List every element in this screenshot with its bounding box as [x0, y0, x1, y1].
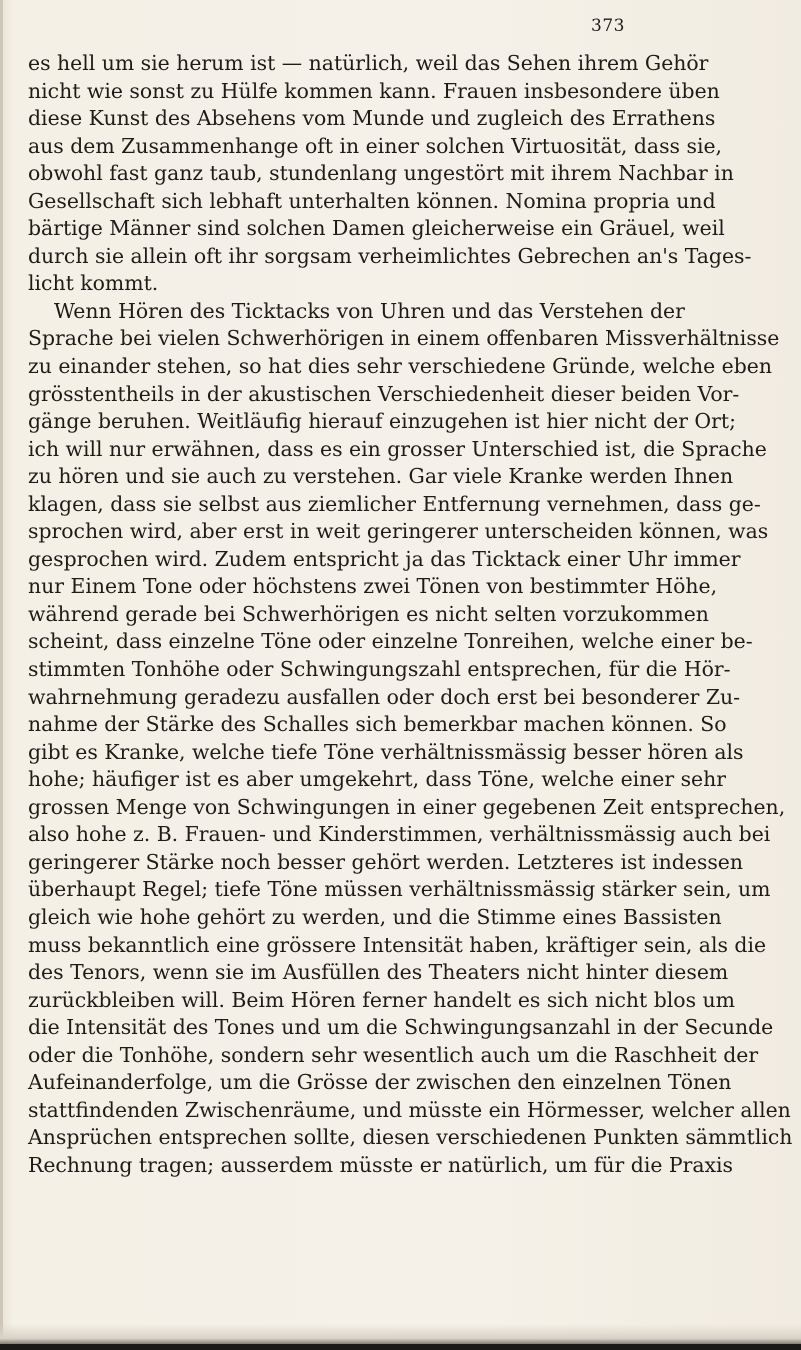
- text-line: grossen Menge von Schwingungen in einer gegebenen Zeit entsprechen,: [28, 794, 786, 819]
- text-line: stimmten Tonhöhe oder Schwingungszahl entsprechen, für die Hör-: [28, 657, 731, 682]
- text-line: gleich wie hohe gehört zu werden, und die Stimme eines Bassisten: [28, 904, 722, 929]
- page-spine-edge: [0, 0, 3, 1350]
- text-line: sprochen wird, aber erst in weit geringerer unterscheiden können, was: [28, 519, 769, 544]
- text-line: durch sie allein oft ihr sorgsam verheimlichtes Gebrechen an's Tages-: [28, 243, 752, 268]
- text-line: diese Kunst des Absehens vom Munde und zugleich des Errathens: [28, 106, 716, 131]
- body-text: [28, 50, 793, 1179]
- text-line: es hell um sie herum ist — natürlich, weil das Sehen ihrem Gehör: [28, 51, 709, 75]
- text-line: nur Einem Tone oder höchstens zwei Tönen von bestimmter Höhe,: [28, 574, 718, 599]
- text-line: Sprache bei vielen Schwerhörigen in einem offenbaren Missverhältnisse: [28, 326, 780, 351]
- text-line: ich will nur erwähnen, dass es ein grosser Unterschied ist, die Sprache: [28, 436, 767, 461]
- page-number: 373: [591, 16, 625, 36]
- text-line: zu hören und sie auch zu verstehen. Gar viele Kranke werden Ihnen: [28, 464, 734, 489]
- text-line: Wenn Hören des Ticktacks von Uhren und das Verstehen der: [54, 298, 685, 323]
- text-line: des Tenors, wenn sie im Ausfüllen des Theaters nicht hinter diesem: [28, 960, 729, 985]
- text-line: also hohe z. B. Frauen- und Kinderstimmen, verhältnissmässig auch bei: [28, 822, 771, 847]
- text-line: gesprochen wird. Zudem entspricht ja das Ticktack einer Uhr immer: [28, 546, 741, 571]
- text-line: obwohl fast ganz taub, stundenlang ungestört mit ihrem Nachbar in: [28, 161, 734, 186]
- text-line: während gerade bei Schwerhörigen es nicht selten vorzukommen: [28, 601, 709, 626]
- text-line: bärtige Männer sind solchen Damen gleicherweise ein Gräuel, weil: [28, 216, 725, 241]
- text-line: wahrnehmung geradezu ausfallen oder doch erst bei besonderer Zu-: [28, 684, 741, 709]
- text-line: zu einander stehen, so hat dies sehr verschiedene Gründe, welche eben: [28, 354, 772, 379]
- text-line: nahme der Stärke des Schalles sich bemerkbar machen können. So: [28, 712, 727, 737]
- scan-bottom-edge: [0, 1344, 801, 1350]
- text-line: überhaupt Regel; tiefe Töne müssen verhältnissmässig stärker sein, um: [28, 877, 771, 902]
- text-line: zurückbleiben will. Beim Hören ferner handelt es sich nicht blos um: [28, 987, 735, 1012]
- text-line: Rechnung tragen; ausserdem müsste er natürlich, um für die Praxis: [28, 1152, 734, 1177]
- text-line: nicht wie sonst zu Hülfe kommen kann. Frauen insbesondere üben: [28, 78, 720, 103]
- text-line: aus dem Zusammenhange oft in einer solchen Virtuosität, dass sie,: [28, 133, 723, 158]
- text-line: gänge beruhen. Weitläufig hierauf einzugehen ist hier nicht der Ort;: [28, 409, 736, 434]
- text-line: klagen, dass sie selbst aus ziemlicher Entfernung vernehmen, dass ge-: [28, 491, 761, 516]
- text-line: die Intensität des Tones und um die Schwingungsanzahl in der Secunde: [28, 1015, 774, 1040]
- text-line: geringerer Stärke noch besser gehört werden. Letzteres ist indessen: [28, 849, 744, 874]
- text-line: Gesellschaft sich lebhaft unterhalten können. Nomina propria und: [28, 188, 716, 213]
- text-line: muss bekanntlich eine grössere Intensität haben, kräftiger sein, als die: [28, 932, 767, 957]
- text-line: grösstentheils in der akustischen Verschiedenheit dieser beiden Vor-: [28, 381, 740, 406]
- text-line: Aufeinanderfolge, um die Grösse der zwischen den einzelnen Tönen: [28, 1070, 732, 1095]
- text-line: licht kommt.: [28, 271, 159, 296]
- text-line: scheint, dass einzelne Töne oder einzelne Tonreihen, welche einer be-: [28, 629, 753, 654]
- text-line: gibt es Kranke, welche tiefe Töne verhältnissmässig besser hören als: [28, 739, 744, 764]
- text-line: hohe; häufiger ist es aber umgekehrt, dass Töne, welche einer sehr: [28, 767, 727, 792]
- text-line: Ansprüchen entsprechen sollte, diesen verschiedenen Punkten sämmtlich: [28, 1125, 793, 1150]
- text-line: stattfindenden Zwischenräume, und müsste ein Hörmesser, welcher allen: [28, 1097, 791, 1122]
- text-line: oder die Tonhöhe, sondern sehr wesentlich auch um die Raschheit der: [28, 1042, 759, 1067]
